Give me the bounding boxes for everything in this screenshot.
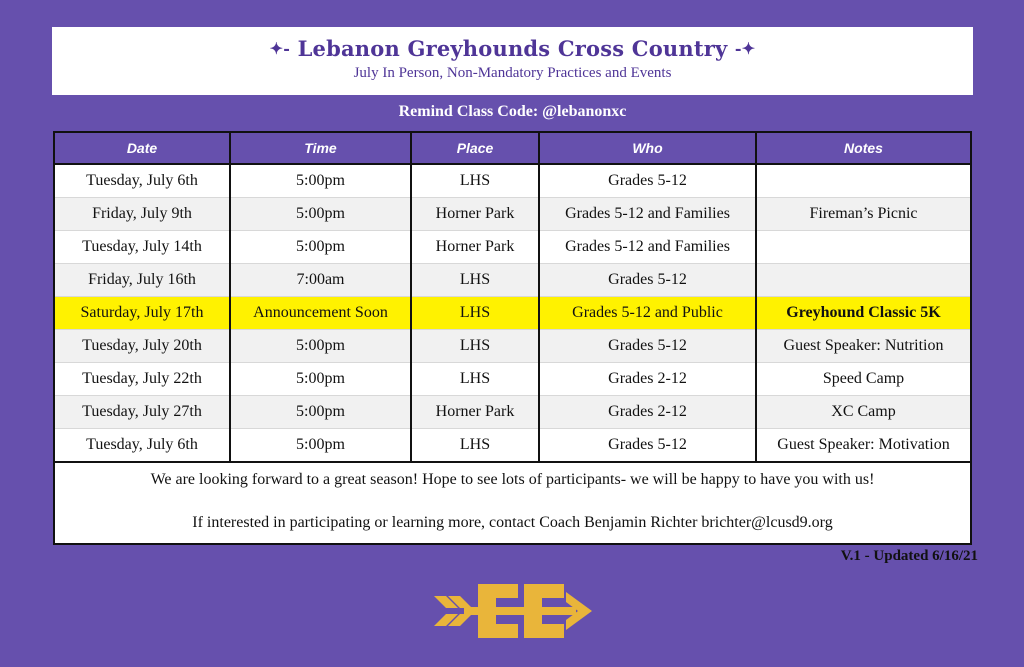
schedule-table [55, 133, 970, 463]
page-title [52, 36, 973, 61]
cell-date: Friday, July 9th [55, 198, 230, 231]
cell-notes [756, 164, 970, 198]
title-text: Lebanon Greyhounds Cross Country [297, 36, 728, 61]
cell-place: Horner Park [411, 231, 539, 264]
schedule-table-container [53, 131, 972, 545]
table-row [55, 363, 970, 396]
cell-who: Grades 5-12 and Public [539, 297, 756, 330]
footer-message-season: We are looking forward to a great season! Hope to see lots of participants- we will be happy to have you with us! [150, 471, 875, 488]
cell-notes [756, 231, 970, 264]
cell-place: LHS [411, 363, 539, 396]
table-row [55, 231, 970, 264]
header-box [52, 27, 973, 95]
cell-notes: Guest Speaker: Nutrition [756, 330, 970, 363]
cell-notes: Fireman’s Picnic [756, 198, 970, 231]
table-row [55, 429, 970, 463]
table-row-highlighted [55, 297, 970, 330]
cell-time: 5:00pm [230, 363, 411, 396]
cell-time: 5:00pm [230, 198, 411, 231]
cell-time: 5:00pm [230, 396, 411, 429]
cell-place: LHS [411, 330, 539, 363]
cell-who: Grades 5-12 [539, 164, 756, 198]
cell-date: Tuesday, July 22th [55, 363, 230, 396]
column-header-notes: Notes [756, 133, 970, 164]
cell-date: Tuesday, July 27th [55, 396, 230, 429]
cell-date: Friday, July 16th [55, 264, 230, 297]
cell-who: Grades 5-12 [539, 330, 756, 363]
cell-place: Horner Park [411, 396, 539, 429]
footer-message-contact: If interested in participating or learning more, contact Coach Benjamin Richter brichter@lcusd9.org [192, 514, 833, 531]
cell-notes: XC Camp [756, 396, 970, 429]
remind-class-code: Remind Class Code: @lebanonxc [398, 103, 627, 120]
cell-time: 5:00pm [230, 330, 411, 363]
cell-date: Saturday, July 17th [55, 297, 230, 330]
cell-place: LHS [411, 164, 539, 198]
cell-notes [756, 264, 970, 297]
cell-who: Grades 5-12 [539, 264, 756, 297]
cc-arrow-logo-icon [434, 578, 592, 644]
star-right-icon: -✦ [734, 39, 756, 58]
table-row [55, 330, 970, 363]
column-header-date: Date [55, 133, 230, 164]
table-row [55, 198, 970, 231]
cell-who: Grades 5-12 [539, 429, 756, 463]
version-label: V.1 - Updated 6/16/21 [840, 548, 978, 564]
cell-place: LHS [411, 264, 539, 297]
cell-notes: Speed Camp [756, 363, 970, 396]
cell-date: Tuesday, July 6th [55, 429, 230, 463]
cell-who: Grades 2-12 [539, 396, 756, 429]
cell-who: Grades 5-12 and Families [539, 231, 756, 264]
table-row [55, 164, 970, 198]
cell-time: Announcement Soon [230, 297, 411, 330]
cell-date: Tuesday, July 20th [55, 330, 230, 363]
cell-place: Horner Park [411, 198, 539, 231]
cell-notes: Guest Speaker: Motivation [756, 429, 970, 463]
column-header-time: Time [230, 133, 411, 164]
cell-who: Grades 2-12 [539, 363, 756, 396]
cell-date: Tuesday, July 6th [55, 164, 230, 198]
star-left-icon: ✦- [269, 39, 291, 58]
table-row [55, 396, 970, 429]
cell-place: LHS [411, 297, 539, 330]
column-header-who: Who [539, 133, 756, 164]
table-header-row [55, 133, 970, 164]
table-row [55, 264, 970, 297]
cell-time: 5:00pm [230, 164, 411, 198]
cell-who: Grades 5-12 and Families [539, 198, 756, 231]
cell-date: Tuesday, July 14th [55, 231, 230, 264]
cell-time: 5:00pm [230, 429, 411, 463]
page-subtitle: July In Person, Non-Mandatory Practices and Events [353, 65, 672, 81]
cell-notes: Greyhound Classic 5K [756, 297, 970, 330]
cell-place: LHS [411, 429, 539, 463]
cell-time: 7:00am [230, 264, 411, 297]
column-header-place: Place [411, 133, 539, 164]
cell-time: 5:00pm [230, 231, 411, 264]
